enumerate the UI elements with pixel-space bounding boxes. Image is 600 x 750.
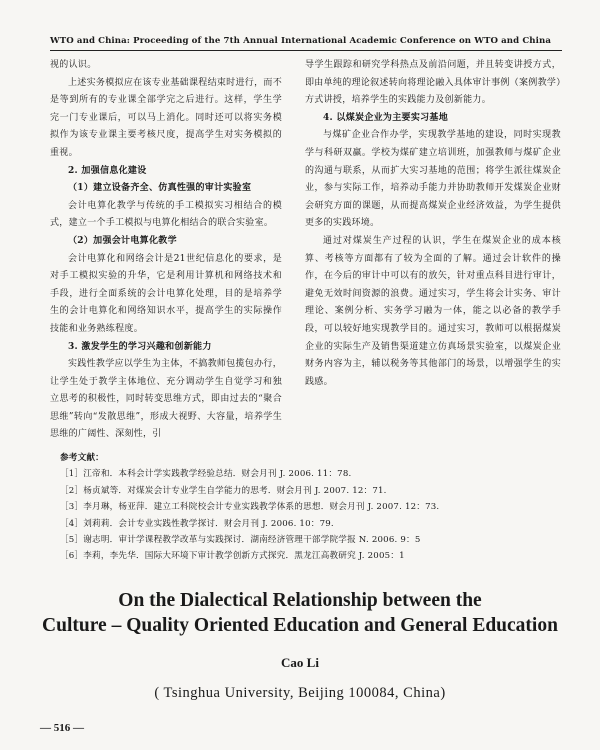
section-heading: 2. 加强信息化建设 [68,165,147,176]
paragraph: 会计电算化和网络会计是21世纪信息化的要求，是对手工模拟实验的升华，它是利用计算机和网络技术和手段，进行全面系统的会计电算化处理，目的是培养学生的会计电算化和网络知识水平，提高学生的实际操作技能和业务熟练程度。 [50,253,282,334]
references-title: 参考文献： [60,453,104,463]
paragraph: 视的认识。 [50,60,97,70]
reference-item: ［1］江帝和．本科会计学实践教学经验总结．财会月刊 J. 2006. 11：78. [60,469,352,480]
reference-item: ［2］杨贞斌等．对煤炭会计专业学生自学能力的思考．财会月刊 J. 2007. 12：71. [60,485,387,496]
title-line: On the Dialectical Relationship between the [118,590,482,611]
title-line: Culture – Quality Oriented Education and General Education [42,615,558,636]
article-title [30,588,570,638]
references [60,450,560,565]
subsection-heading: （1）建立设备齐全、仿真性强的审计实验室 [68,183,252,194]
paragraph: 与煤矿企业合作办学，实现教学基地的建设，同时实现教学与科研双赢。学校为煤矿建立培训班，加强教师与煤矿企业的沟通与联系，从而扩大实习基地的范围；将学生派往煤炭企业，参与实际工作，培养动手能力并协助教师开发煤炭企业财会研究方面的课题，从而提高煤炭企业经济效益，为学生提供更多的实践环境。 [305,130,561,229]
reference-item: ［5］谢志明．审计学课程教学改革与实践探讨．湖南经济管理干部学院学报 N. 2006. 9：5 [60,535,421,546]
author-name: Cao Li [281,655,319,670]
affiliation: ( Tsinghua University, Beijing 100084, China) [154,685,446,701]
running-head: WTO and China: Proceeding of the 7th Annual International Academic Conference on WTO and China [50,36,552,46]
paragraph: 会计电算化教学与传统的手工模拟实习相结合的模式，建立一个手工模拟与电算化相结合的联合实验室。 [50,200,282,229]
reference-item: ［3］李月琳，杨亚萍．建立工科院校会计专业实践教学体系的思想．财会月刊 J. 2007. 12：73. [60,502,440,513]
paragraph: 上述实务模拟应在该专业基础课程结束时进行，而不是等到所有的专业课全部学完之后进行。这样，学生学完一门专业课后，可以马上消化。同时还可以将实务模拟作为该专业课主要考核尺度，提高学生对实务模拟的重视。 [50,77,282,158]
subsection-heading: （2）加强会计电算化教学 [68,235,177,246]
reference-item: ［6］李莉，李先华．国际大环境下审计教学创新方式探究．黑龙江高教研究 J. 2005：1 [60,551,405,562]
header-rule [50,50,562,51]
left-column [50,57,282,444]
right-column [305,57,561,391]
paragraph: 通过对煤炭生产过程的认识，学生在煤炭企业的成本核算、考核等方面都有了较为全面的了解。通过会计软件的操作，在今后的审计中可以有的放矢，针对重点科目进行审计，避免无效时间资源的浪费。通过实习，学生将会计实务、审计理论、案例分析、实务学习融为一体，能之以必备的教学手段，可以较好地实现教学目的。通过实习，教师可以根据煤炭企业的实际生产及销售渠道建立仿真场景实验室，以煤炭企业财务内容为主，辅以税务等其他部门的场景，以增强学生的实践感。 [305,235,561,387]
section-heading: 3. 激发学生的学习兴趣和创新能力 [68,341,212,352]
paragraph: 实践性教学应以学生为主体，不搞教师包揽包办行，让学生处于教学主体地位、充分调动学生自觉学习和独立思考的积极性，同时转变思维方式，即由过去的“聚合思维”转向“发散思维”，形成大视野、大容量，培养学生思维的广阔性、深刻性，引 [50,359,282,440]
paragraph: 导学生跟踪和研究学科热点及前沿问题，并且转变讲授方式，即由单纯的理论叙述转向将理论融入具体审计事例（案例教学）方式讲授，培养学生的实践能力及创新能力。 [305,60,561,106]
reference-item: ［4］刘莉莉．会计专业实践性教学探讨．财会月刊 J. 2006. 10：79. [60,518,334,529]
section-heading: 4. 以煤炭企业为主要实习基地 [323,112,449,123]
page-number: — 516 — [40,722,84,734]
